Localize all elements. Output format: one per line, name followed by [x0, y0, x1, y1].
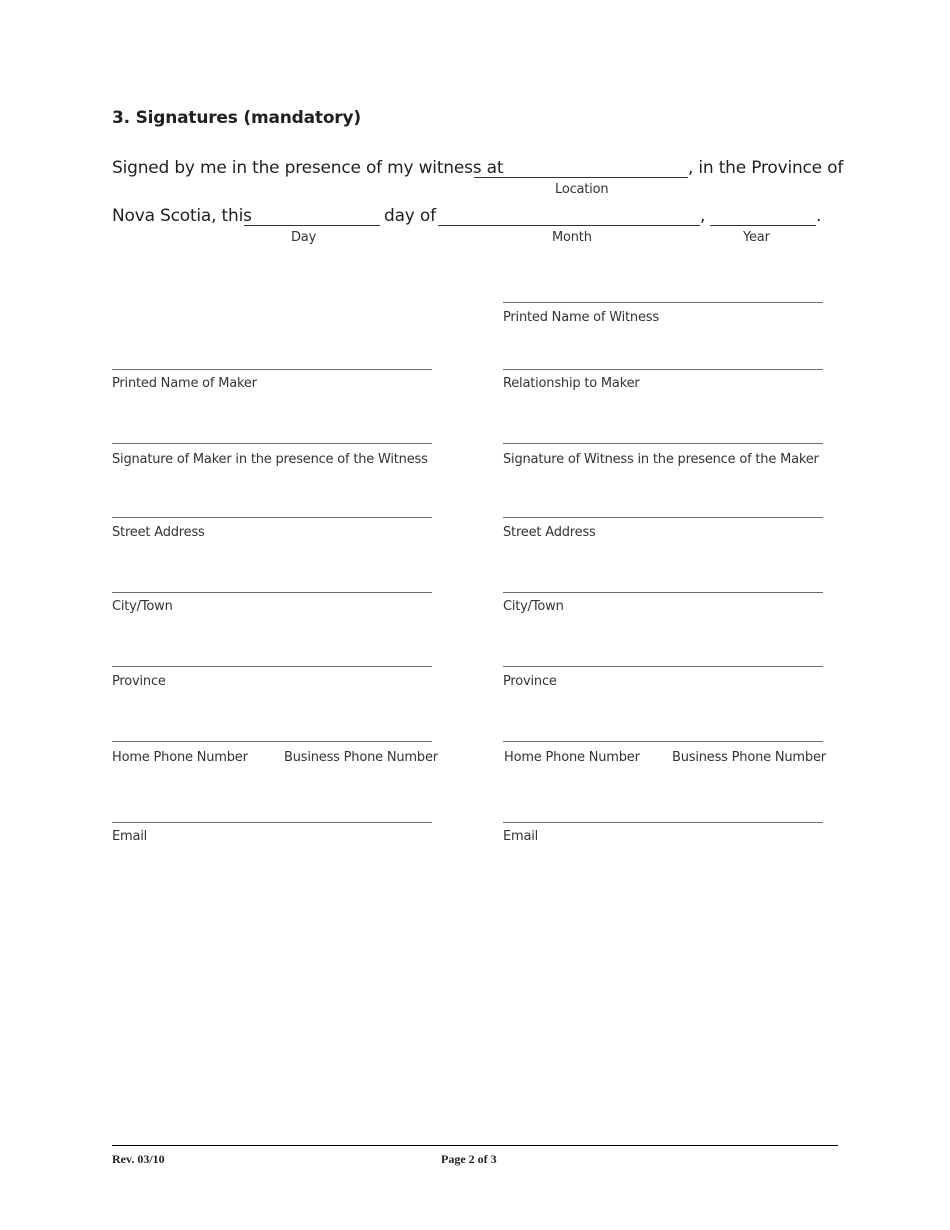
witness-street-address-input[interactable]: [503, 517, 823, 518]
witness-phone-input[interactable]: [503, 741, 823, 742]
year-input[interactable]: [710, 225, 816, 226]
witness-province-input[interactable]: [503, 666, 823, 667]
statement-day-of: day of: [384, 206, 436, 226]
maker-street-address-label: Street Address: [112, 525, 205, 540]
maker-signature-label: Signature of Maker in the presence of the Witness: [112, 452, 428, 467]
revision-label: Rev. 03/10: [112, 1152, 165, 1166]
witness-city-town-label: City/Town: [503, 599, 564, 614]
witness-signature-input[interactable]: [503, 443, 823, 444]
statement-line1-prefix: Signed by me in the presence of my witness at: [112, 158, 504, 178]
maker-phone-input[interactable]: [112, 741, 432, 742]
page-number: Page 2 of 3: [441, 1152, 497, 1166]
witness-signature-label: Signature of Witness in the presence of the Maker: [503, 452, 819, 467]
maker-city-town-label: City/Town: [112, 599, 173, 614]
maker-province-input[interactable]: [112, 666, 432, 667]
statement-period: .: [816, 206, 822, 226]
witness-relationship-label: Relationship to Maker: [503, 376, 640, 391]
maker-street-address-input[interactable]: [112, 517, 432, 518]
statement-line2-prefix: Nova Scotia, this: [112, 206, 252, 226]
maker-province-label: Province: [112, 674, 166, 689]
month-caption: Month: [552, 230, 592, 245]
day-caption: Day: [291, 230, 317, 245]
year-caption: Year: [743, 230, 770, 245]
maker-email-input[interactable]: [112, 822, 432, 823]
day-input[interactable]: [244, 225, 380, 226]
witness-printed-name-label: Printed Name of Witness: [503, 310, 659, 325]
location-caption: Location: [555, 182, 609, 197]
maker-business-phone-label: Business Phone Number: [284, 750, 438, 765]
footer-divider: [112, 1145, 838, 1146]
witness-province-label: Province: [503, 674, 557, 689]
maker-printed-name-label: Printed Name of Maker: [112, 376, 257, 391]
witness-business-phone-label: Business Phone Number: [672, 750, 826, 765]
section-title: 3. Signatures (mandatory): [112, 108, 361, 128]
witness-printed-name-input[interactable]: [503, 302, 823, 303]
witness-email-input[interactable]: [503, 822, 823, 823]
maker-signature-input[interactable]: [112, 443, 432, 444]
statement-line1-suffix: , in the Province of: [688, 158, 844, 178]
statement-comma: ,: [700, 206, 706, 226]
location-input[interactable]: [474, 177, 688, 178]
maker-home-phone-label: Home Phone Number: [112, 750, 248, 765]
witness-email-label: Email: [503, 829, 539, 844]
witness-home-phone-label: Home Phone Number: [504, 750, 640, 765]
maker-email-label: Email: [112, 829, 148, 844]
witness-relationship-input[interactable]: [503, 369, 823, 370]
witness-street-address-label: Street Address: [503, 525, 596, 540]
maker-city-town-input[interactable]: [112, 592, 432, 593]
month-input[interactable]: [438, 225, 700, 226]
maker-printed-name-input[interactable]: [112, 369, 432, 370]
witness-city-town-input[interactable]: [503, 592, 823, 593]
